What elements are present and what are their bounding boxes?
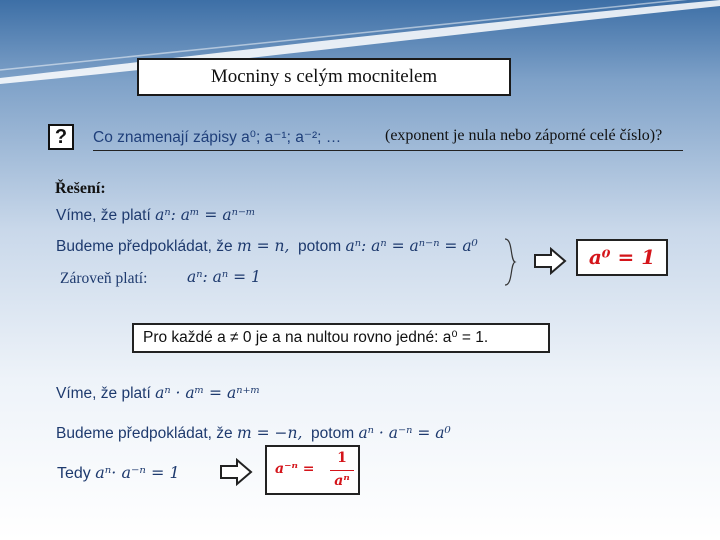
part2-tedy-line	[57, 463, 180, 483]
rule-box: Pro každé a ≠ 0 je a na nultou rovno jedné: a⁰ = 1.	[132, 323, 550, 353]
result-a-zero-box: a⁰ = 1	[576, 239, 668, 276]
part1-assume-condition: m = n,	[236, 237, 290, 255]
part2-assume-condition: m = −n,	[236, 424, 303, 442]
part1-known-line	[56, 206, 256, 225]
question-note: (exponent je nula nebo záporné celé číslo)?	[385, 127, 663, 144]
question-text: Co znamenají zápisy a⁰; a⁻¹; a⁻²; …	[93, 129, 342, 146]
result-denominator: aⁿ	[334, 473, 350, 489]
part1-assume-line	[56, 237, 478, 256]
part2-known-line	[56, 384, 260, 403]
part1-also-formula: aⁿ: aⁿ = 1	[187, 268, 261, 286]
part1-then-formula: aⁿ: aⁿ = aⁿ⁻ⁿ = a⁰	[345, 237, 478, 255]
part1-known-label: Víme, že platí	[56, 207, 151, 224]
arrow-right-icon	[219, 458, 253, 486]
arrow-right-icon	[533, 247, 567, 275]
result-lhs: a⁻ⁿ =	[275, 461, 315, 477]
page-title: Mocniny s celým mocnitelem	[137, 58, 511, 96]
question-underline	[93, 150, 683, 151]
part1-known-formula: aⁿ: aᵐ = aⁿ⁻ᵐ	[155, 206, 256, 224]
result-numerator: 1	[337, 450, 347, 466]
part2-assume-label: Budeme předpokládat, že	[56, 425, 233, 442]
part1-also-label: Zároveň platí:	[60, 270, 148, 287]
part2-tedy-label: Tedy	[57, 465, 91, 482]
part2-then-label: potom	[311, 425, 355, 442]
part2-known-label: Víme, že platí	[56, 385, 151, 402]
part2-assume-line	[56, 424, 451, 443]
result-negative-exponent-box	[265, 445, 360, 495]
right-brace	[503, 238, 517, 286]
part2-known-formula: aⁿ · aᵐ = aⁿ⁺ᵐ	[155, 384, 261, 402]
solution-label: Řešení:	[55, 180, 106, 197]
question-mark-icon: ?	[48, 124, 74, 150]
part2-tedy-formula: aⁿ· a⁻ⁿ = 1	[95, 463, 180, 482]
part1-assume-label: Budeme předpokládat, že	[56, 238, 233, 255]
part2-then-formula: aⁿ · a⁻ⁿ = a⁰	[358, 424, 451, 442]
fraction-bar	[330, 470, 354, 471]
part1-then-label: potom	[298, 238, 342, 255]
